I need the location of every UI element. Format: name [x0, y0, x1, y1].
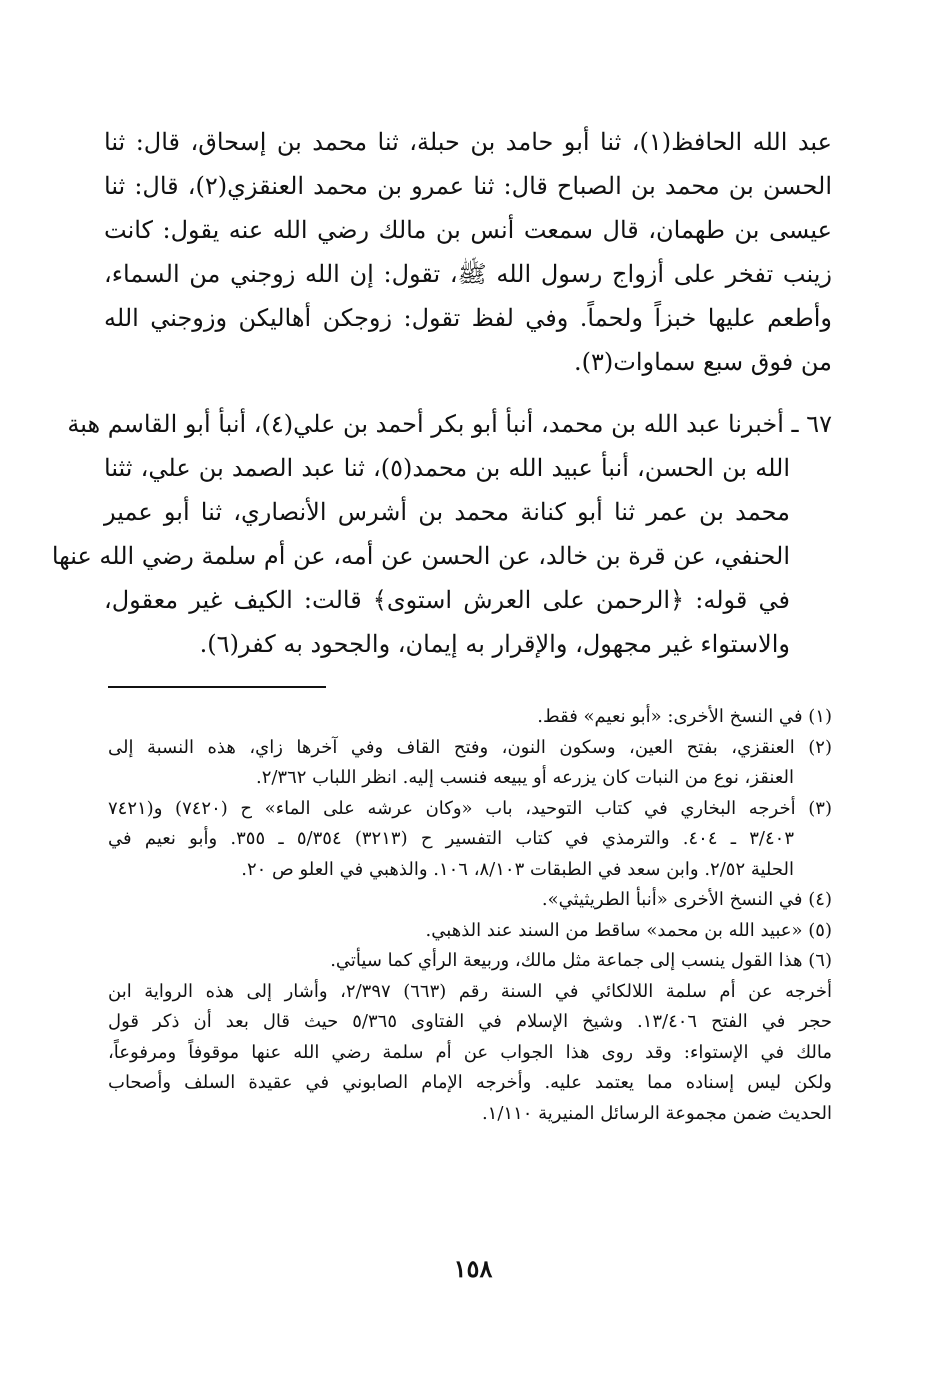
footnote-line: (٤) في النسخ الأخرى «أنبأ الطريثيثي».	[541, 889, 832, 910]
footnote-1	[108, 702, 832, 733]
footnote-3	[108, 794, 832, 886]
footnote-line: الحلية ٢/٥٢. وابن سعد في الطبقات ٨/١٠٣، ١٠٦. والذهبي في العلو ص ٢٠.	[241, 858, 794, 880]
footnote-4	[108, 885, 832, 916]
text-line: من فوق سبع سماوات(٣).	[573, 348, 832, 376]
footnote-line: ولكن ليس إسناده مما يعتمد عليه. وأخرجه الإمام الصابوني في عقيدة السلف وأصحاب	[108, 1072, 832, 1093]
text-line: زينب تفخر على أزواج رسول الله ﷺ، تقول: إن الله زوجني من السماء،	[104, 260, 832, 288]
text-line: الحنفي، عن قرة بن خالد، عن الحسن عن أمه، عن أم سلمة رضي الله عنها	[51, 542, 790, 570]
footnote-separator	[108, 686, 326, 688]
footnote-line: الحديث ضمن مجموعة الرسائل المنيرية ١/١١٠.	[481, 1102, 832, 1124]
page-number: ١٥٨	[453, 1254, 493, 1283]
footnote-line: العنقز، نوع من النبات كان يزرعه أو يبيعه فنسب إليه. انظر اللباب ٢/٣٦٢.	[255, 767, 794, 788]
footnote-6	[108, 946, 832, 977]
footnote-line: (٢) العنقزي، بفتح العين، وسكون النون، وفتح القاف وفي آخرها زاي، هذه النسبة إلى	[108, 736, 832, 758]
footnote-line: (٦) هذا القول ينسب إلى جماعة مثل مالك، وربيعة الرأي كما سيأتي.	[330, 950, 832, 971]
text-line: والاستواء غير مجهول، والإقرار به إيمان، والجحود به كفر(٦).	[199, 630, 790, 658]
footnote-2	[108, 733, 832, 794]
footnote-line: مالك في الإستواء: وقد روى هذا الجواب عن أم سلمة رضي الله عنها موقوفاً ومرفوعاً،	[108, 1041, 832, 1063]
text-line: الله بن الحسن، أنبأ عبيد الله بن محمد(٥)، ثنا عبد الصمد بن علي، ثثنا	[104, 454, 791, 482]
text-line: عبد الله الحافظ(١)، ثنا أبو حامد بن حبلة، ثنا محمد بن إسحاق، قال: ثنا	[104, 128, 832, 156]
text-line: وأطعم عليها خبزاً ولحماً. وفي لفظ تقول: زوجكن أهاليكن وزوجني الله	[104, 304, 832, 332]
paragraph-1	[104, 120, 832, 384]
text-line: عيسى بن طهمان، قال سمعت أنس بن مالك رضي الله عنه يقول: كانت	[104, 216, 832, 244]
main-text	[51, 120, 833, 666]
footnote-line: (٥) «عبيد الله بن محمد» ساقط من السند عند الذهبي.	[425, 919, 832, 941]
footnote-line: حجر في الفتح ١٣/٤٠٦. وشيخ الإسلام في الفتاوى ٥/٣٦٥ حيث قال بعد أن ذكر قول	[108, 1011, 832, 1032]
text-line: الحسن بن محمد بن الصباح قال: ثنا عمرو بن محمد العنقزي(٢)، قال: ثنا	[104, 172, 833, 200]
footnote-line: (١) في النسخ الأخرى: «أبو نعيم» فقط.	[537, 706, 832, 727]
footnote-line: أخرجه عن أم سلمة اللالكائي في السنة رقم (٦٦٣) ٢/٣٩٧، وأشار إلى هذه الرواية ابن	[108, 980, 832, 1002]
footnote-6-continuation	[108, 977, 832, 1130]
footnote-line: ٣/٤٠٣ ـ ٤٠٤. والترمذي في كتاب التفسير ح (٣٢١٣) ٥/٣٥٤ ـ ٣٥٥. وأبو نعيم في	[108, 828, 794, 849]
text-line: ٦٧ ـ أخبرنا عبد الله بن محمد، أنبأ أبو بكر أحمد بن علي(٤)، أنبأ أبو القاسم هبة	[67, 410, 832, 438]
text-line: محمد بن عمر ثنا أبو كنانة محمد بن أشرس الأنصاري، ثنا أبو عمير	[104, 498, 790, 526]
footnotes	[108, 702, 832, 1129]
text-line: في قوله: ﴿الرحمن على العرش استوى﴾ قالت: الكيف غير معقول،	[104, 586, 790, 614]
hadith-entry-67	[51, 402, 832, 666]
footnote-line: (٣) أخرجه البخاري في كتاب التوحيد، باب «وكان عرشه على الماء» ح (٧٤٢٠) و(٧٤٢١	[108, 797, 832, 819]
footnote-5	[108, 916, 832, 947]
